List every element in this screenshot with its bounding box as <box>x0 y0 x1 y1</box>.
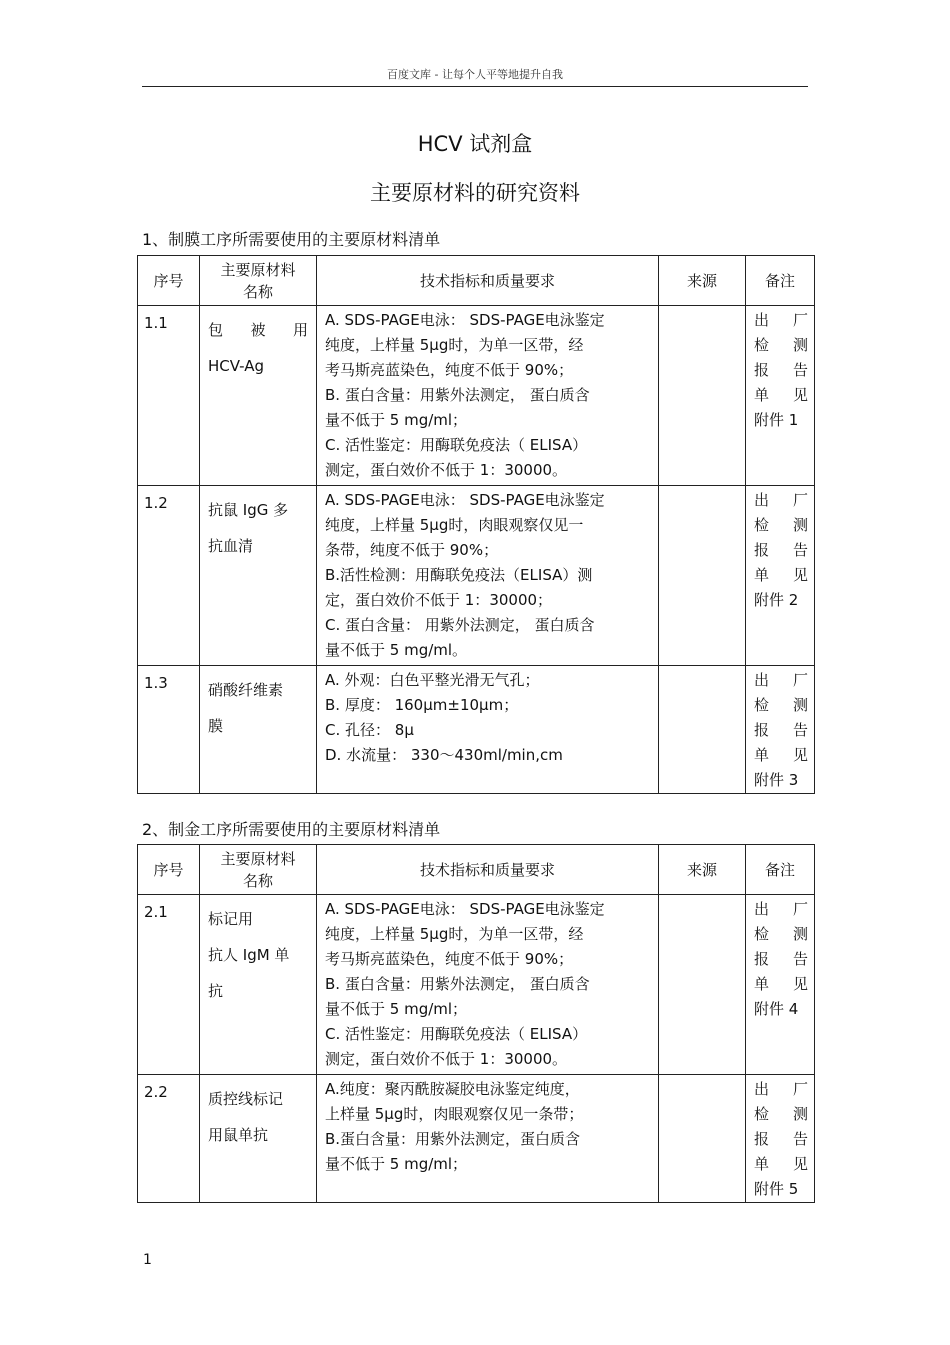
material-name-line: 包 被 用 <box>208 321 308 339</box>
table-row <box>138 486 815 666</box>
col-header-name-line1: 主要原材料 <box>220 849 296 868</box>
col-header-source: 来源 <box>659 845 746 895</box>
tech-requirements <box>317 666 659 794</box>
note-line: 附件 4 <box>754 1000 799 1018</box>
tech-line: 测定，蛋白效价不低于 1：30000。 <box>325 461 568 479</box>
tech-line: A. SDS-PAGE电泳： SDS-PAGE电泳鉴定 <box>325 900 605 918</box>
tech-line: A. SDS-PAGE电泳： SDS-PAGE电泳鉴定 <box>325 491 605 509</box>
tech-line: 测定，蛋白效价不低于 1：30000。 <box>325 1050 568 1068</box>
material-name-line: 抗人 IgM 单 <box>208 946 290 964</box>
table-row <box>138 306 815 486</box>
document-subtitle: 主要原材料的研究资料 <box>370 181 580 205</box>
note-line: 单 见 <box>754 1155 808 1173</box>
page-header: 百度文库 - 让每个人平等地提升自我 <box>387 68 563 81</box>
tech-line: C. 活性鉴定：用酶联免疫法（ ELISA） <box>325 1025 588 1043</box>
note-line: 报 告 <box>754 950 808 968</box>
table-header-row <box>138 845 815 895</box>
tech-requirements <box>317 1075 659 1203</box>
tech-line: 考马斯亮蓝染色，纯度不低于 90%； <box>325 361 574 379</box>
note-line: 附件 3 <box>754 771 799 789</box>
note-line: 检 测 <box>754 336 808 354</box>
material-name <box>200 306 317 486</box>
material-name <box>200 486 317 666</box>
note-line: 单 见 <box>754 746 808 764</box>
tech-line: B.活性检测：用酶联免疫法（ELISA）测 <box>325 566 593 584</box>
material-name <box>200 895 317 1075</box>
material-name-line: 抗鼠 IgG 多 <box>208 501 289 519</box>
col-header-no: 序号 <box>138 845 200 895</box>
tech-line: 定，蛋白效价不低于 1：30000； <box>325 591 553 609</box>
tech-line: C. 活性鉴定：用酶联免疫法（ ELISA） <box>325 436 588 454</box>
row-number: 2.2 <box>138 1075 200 1203</box>
note-line: 单 见 <box>754 566 808 584</box>
note-line: 出 厂 <box>754 491 808 509</box>
material-name-line: 硝酸纤维素 <box>208 681 284 699</box>
material-name <box>200 666 317 794</box>
row-number: 1.2 <box>138 486 200 666</box>
note-cell <box>746 306 815 486</box>
note-line: 单 见 <box>754 975 808 993</box>
material-name-line: 抗血清 <box>208 537 254 555</box>
table-header-row <box>138 256 815 306</box>
tech-line: C. 蛋白含量： 用紫外法测定， 蛋白质含 <box>325 616 595 634</box>
note-cell <box>746 895 815 1075</box>
note-line: 单 见 <box>754 386 808 404</box>
note-line: 出 厂 <box>754 900 808 918</box>
col-header-name <box>200 256 317 306</box>
tech-requirements <box>317 486 659 666</box>
source-cell <box>659 306 746 486</box>
tech-line: 量不低于 5 mg/ml； <box>325 411 468 429</box>
col-header-no: 序号 <box>138 256 200 306</box>
note-line: 附件 2 <box>754 591 799 609</box>
note-cell <box>746 666 815 794</box>
page-number: 1 <box>143 1252 152 1268</box>
material-name-line: 抗 <box>208 982 224 1000</box>
note-line: 报 告 <box>754 361 808 379</box>
section2-title: 2、制金工序所需要使用的主要原材料清单 <box>142 820 441 839</box>
note-line: 出 厂 <box>754 1080 808 1098</box>
note-line: 报 告 <box>754 721 808 739</box>
header-rule <box>142 86 808 87</box>
tech-line: 纯度，上样量 5μg时，为单一区带，经 <box>325 336 584 354</box>
tech-line: 上样量 5μg时，肉眼观察仅见一条带； <box>325 1105 584 1123</box>
section2-table <box>137 844 815 1203</box>
note-line: 附件 1 <box>754 411 799 429</box>
row-number: 2.1 <box>138 895 200 1075</box>
row-number: 1.3 <box>138 666 200 794</box>
source-cell <box>659 1075 746 1203</box>
note-cell <box>746 486 815 666</box>
material-name <box>200 1075 317 1203</box>
table-row <box>138 666 815 794</box>
table-row <box>138 895 815 1075</box>
document-title: HCV 试剂盒 <box>417 132 533 156</box>
col-header-note: 备注 <box>746 256 815 306</box>
material-name-line: 膜 <box>208 717 224 735</box>
note-line: 出 厂 <box>754 671 808 689</box>
col-header-name-line1: 主要原材料 <box>220 260 296 279</box>
tech-line: 纯度，上样量 5μg时，肉眼观察仅见一 <box>325 516 584 534</box>
source-cell <box>659 895 746 1075</box>
tech-line: 纯度，上样量 5μg时，为单一区带，经 <box>325 925 584 943</box>
tech-line: 量不低于 5 mg/ml。 <box>325 641 468 659</box>
tech-line: 量不低于 5 mg/ml； <box>325 1000 468 1018</box>
tech-line: D. 水流量： 330～430ml/min,cm <box>325 746 563 764</box>
note-line: 报 告 <box>754 1130 808 1148</box>
tech-line: B. 蛋白含量：用紫外法测定， 蛋白质含 <box>325 975 590 993</box>
col-header-name <box>200 845 317 895</box>
note-line: 出 厂 <box>754 311 808 329</box>
col-header-tech: 技术指标和质量要求 <box>317 256 659 306</box>
note-line: 检 测 <box>754 925 808 943</box>
tech-line: C. 孔径： 8μ <box>325 721 414 739</box>
tech-line: A.纯度：聚丙酰胺凝胶电泳鉴定纯度， <box>325 1080 580 1098</box>
row-number: 1.1 <box>138 306 200 486</box>
col-header-name-line2: 名称 <box>242 871 273 890</box>
material-name-line: HCV-Ag <box>208 357 265 375</box>
note-line: 检 测 <box>754 516 808 534</box>
tech-line: B.蛋白含量：用紫外法测定，蛋白质含 <box>325 1130 581 1148</box>
tech-line: B. 蛋白含量：用紫外法测定， 蛋白质含 <box>325 386 590 404</box>
source-cell <box>659 486 746 666</box>
material-name-line: 质控线标记 <box>208 1090 284 1108</box>
tech-line: A. 外观：白色平整光滑无气孔； <box>325 671 540 689</box>
source-cell <box>659 666 746 794</box>
tech-line: 条带，纯度不低于 90%； <box>325 541 499 559</box>
col-header-note: 备注 <box>746 845 815 895</box>
col-header-tech: 技术指标和质量要求 <box>317 845 659 895</box>
tech-line: A. SDS-PAGE电泳： SDS-PAGE电泳鉴定 <box>325 311 605 329</box>
table-row <box>138 1075 815 1203</box>
section1-title: 1、制膜工序所需要使用的主要原材料清单 <box>142 230 441 249</box>
tech-line: 考马斯亮蓝染色，纯度不低于 90%； <box>325 950 574 968</box>
tech-line: B. 厚度： 160μm±10μm； <box>325 696 519 714</box>
note-line: 附件 5 <box>754 1180 799 1198</box>
tech-line: 量不低于 5 mg/ml； <box>325 1155 468 1173</box>
material-name-line: 标记用 <box>208 910 254 928</box>
tech-requirements <box>317 306 659 486</box>
col-header-source: 来源 <box>659 256 746 306</box>
tech-requirements <box>317 895 659 1075</box>
note-line: 检 测 <box>754 1105 808 1123</box>
note-line: 检 测 <box>754 696 808 714</box>
col-header-name-line2: 名称 <box>242 282 273 301</box>
note-cell <box>746 1075 815 1203</box>
note-line: 报 告 <box>754 541 808 559</box>
material-name-line: 用鼠单抗 <box>208 1126 269 1144</box>
section1-table <box>137 255 815 794</box>
